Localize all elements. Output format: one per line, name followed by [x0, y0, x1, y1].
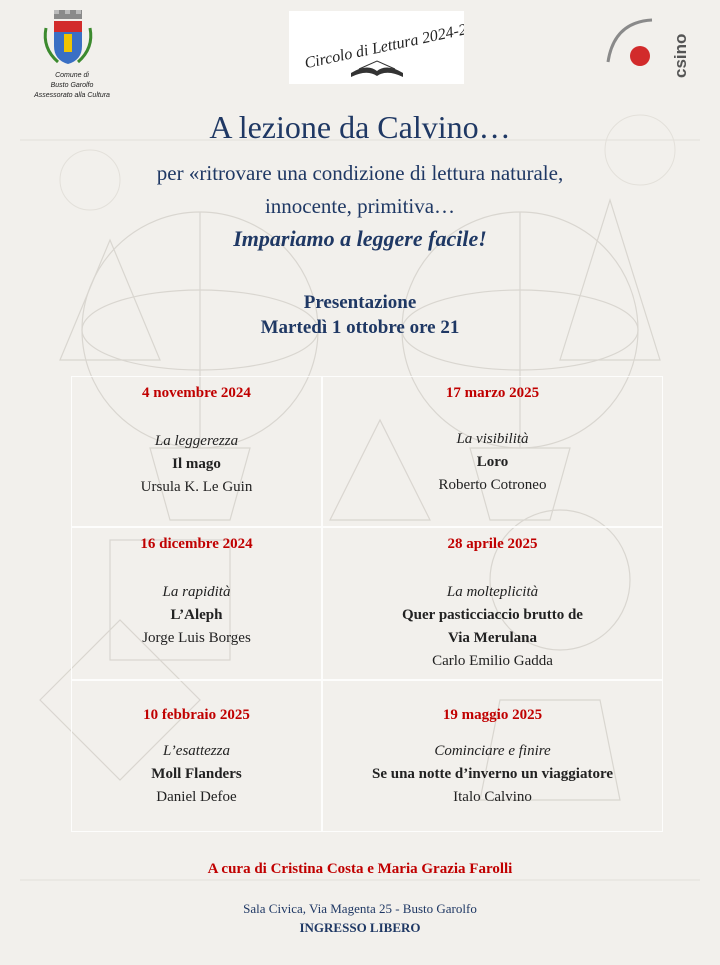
meeting-date: 10 febbraio 2025	[143, 707, 250, 723]
meeting-author: Daniel Defoe	[156, 789, 237, 805]
meeting-book: Se una notte d’inverno un viaggiatore	[372, 766, 613, 782]
meeting-author: Roberto Cotroneo	[438, 477, 547, 493]
circolo-di-lettura-logo	[289, 11, 464, 84]
circolo-logo-text: Circolo di Lettura 2024-25	[303, 19, 464, 73]
presentation-label: Presentazione	[303, 292, 417, 313]
meeting-date: 4 novembre 2024	[142, 385, 251, 401]
meeting-author: Italo Calvino	[453, 789, 532, 805]
subtitle-line-3: Impariamo a leggere facile!	[233, 226, 487, 251]
cs-logo	[604, 12, 692, 92]
meeting-theme: Cominciare e finire	[434, 743, 551, 759]
meeting-book: Il mago	[172, 456, 221, 472]
meeting-theme: La leggerezza	[154, 433, 239, 449]
meeting-cell	[71, 680, 322, 832]
municipal-crest-logo	[40, 8, 96, 68]
comune-line-3: Assessorato alla Cultura	[34, 92, 110, 99]
comune-label	[22, 71, 122, 101]
page-title: A lezione da Calvino…	[209, 109, 511, 145]
meeting-book: Quer pasticciaccio brutto de	[402, 607, 583, 623]
meeting-cell	[322, 527, 663, 680]
meeting-theme: L’esattezza	[163, 743, 230, 759]
meeting-author: Jorge Luis Borges	[142, 630, 251, 646]
meeting-author: Carlo Emilio Gadda	[432, 653, 553, 669]
meeting-cell	[71, 527, 322, 680]
meeting-book: Moll Flanders	[151, 766, 242, 782]
subtitle-line-1: per «ritrovare una condizione di lettura naturale,	[156, 161, 564, 185]
entry-line: INGRESSO LIBERO	[299, 920, 421, 935]
meeting-cell	[322, 680, 663, 832]
meeting-cell	[71, 376, 322, 527]
presentation-date: Martedì 1 ottobre ore 21	[260, 317, 460, 338]
meeting-author: Ursula K. Le Guin	[140, 479, 253, 495]
meeting-date: 19 maggio 2025	[442, 707, 543, 723]
venue-line: Sala Civica, Via Magenta 25 - Busto Garolfo	[243, 901, 477, 916]
schedule-grid	[71, 376, 663, 832]
comune-line-1: Comune di	[55, 72, 89, 79]
meeting-theme: La molteplicità	[446, 584, 539, 600]
meeting-theme: La rapidità	[162, 584, 231, 600]
meeting-book: Loro	[476, 454, 509, 470]
curators-line: A cura di Cristina Costa e Maria Grazia Farolli	[207, 861, 513, 877]
comune-line-2: Busto Garolfo	[50, 82, 94, 89]
meeting-book: L’Aleph	[170, 607, 223, 623]
meeting-date: 28 aprile 2025	[447, 536, 538, 552]
meeting-date: 16 dicembre 2024	[140, 536, 253, 552]
meeting-theme: La visibilità	[456, 431, 529, 447]
subtitle-line-2: innocente, primitiva…	[264, 194, 456, 218]
meeting-cell	[322, 376, 663, 527]
meeting-date: 17 marzo 2025	[445, 385, 540, 401]
meeting-book-line-2: Via Merulana	[447, 630, 538, 646]
cs-logo-text: cs⁠ino	[671, 33, 690, 78]
